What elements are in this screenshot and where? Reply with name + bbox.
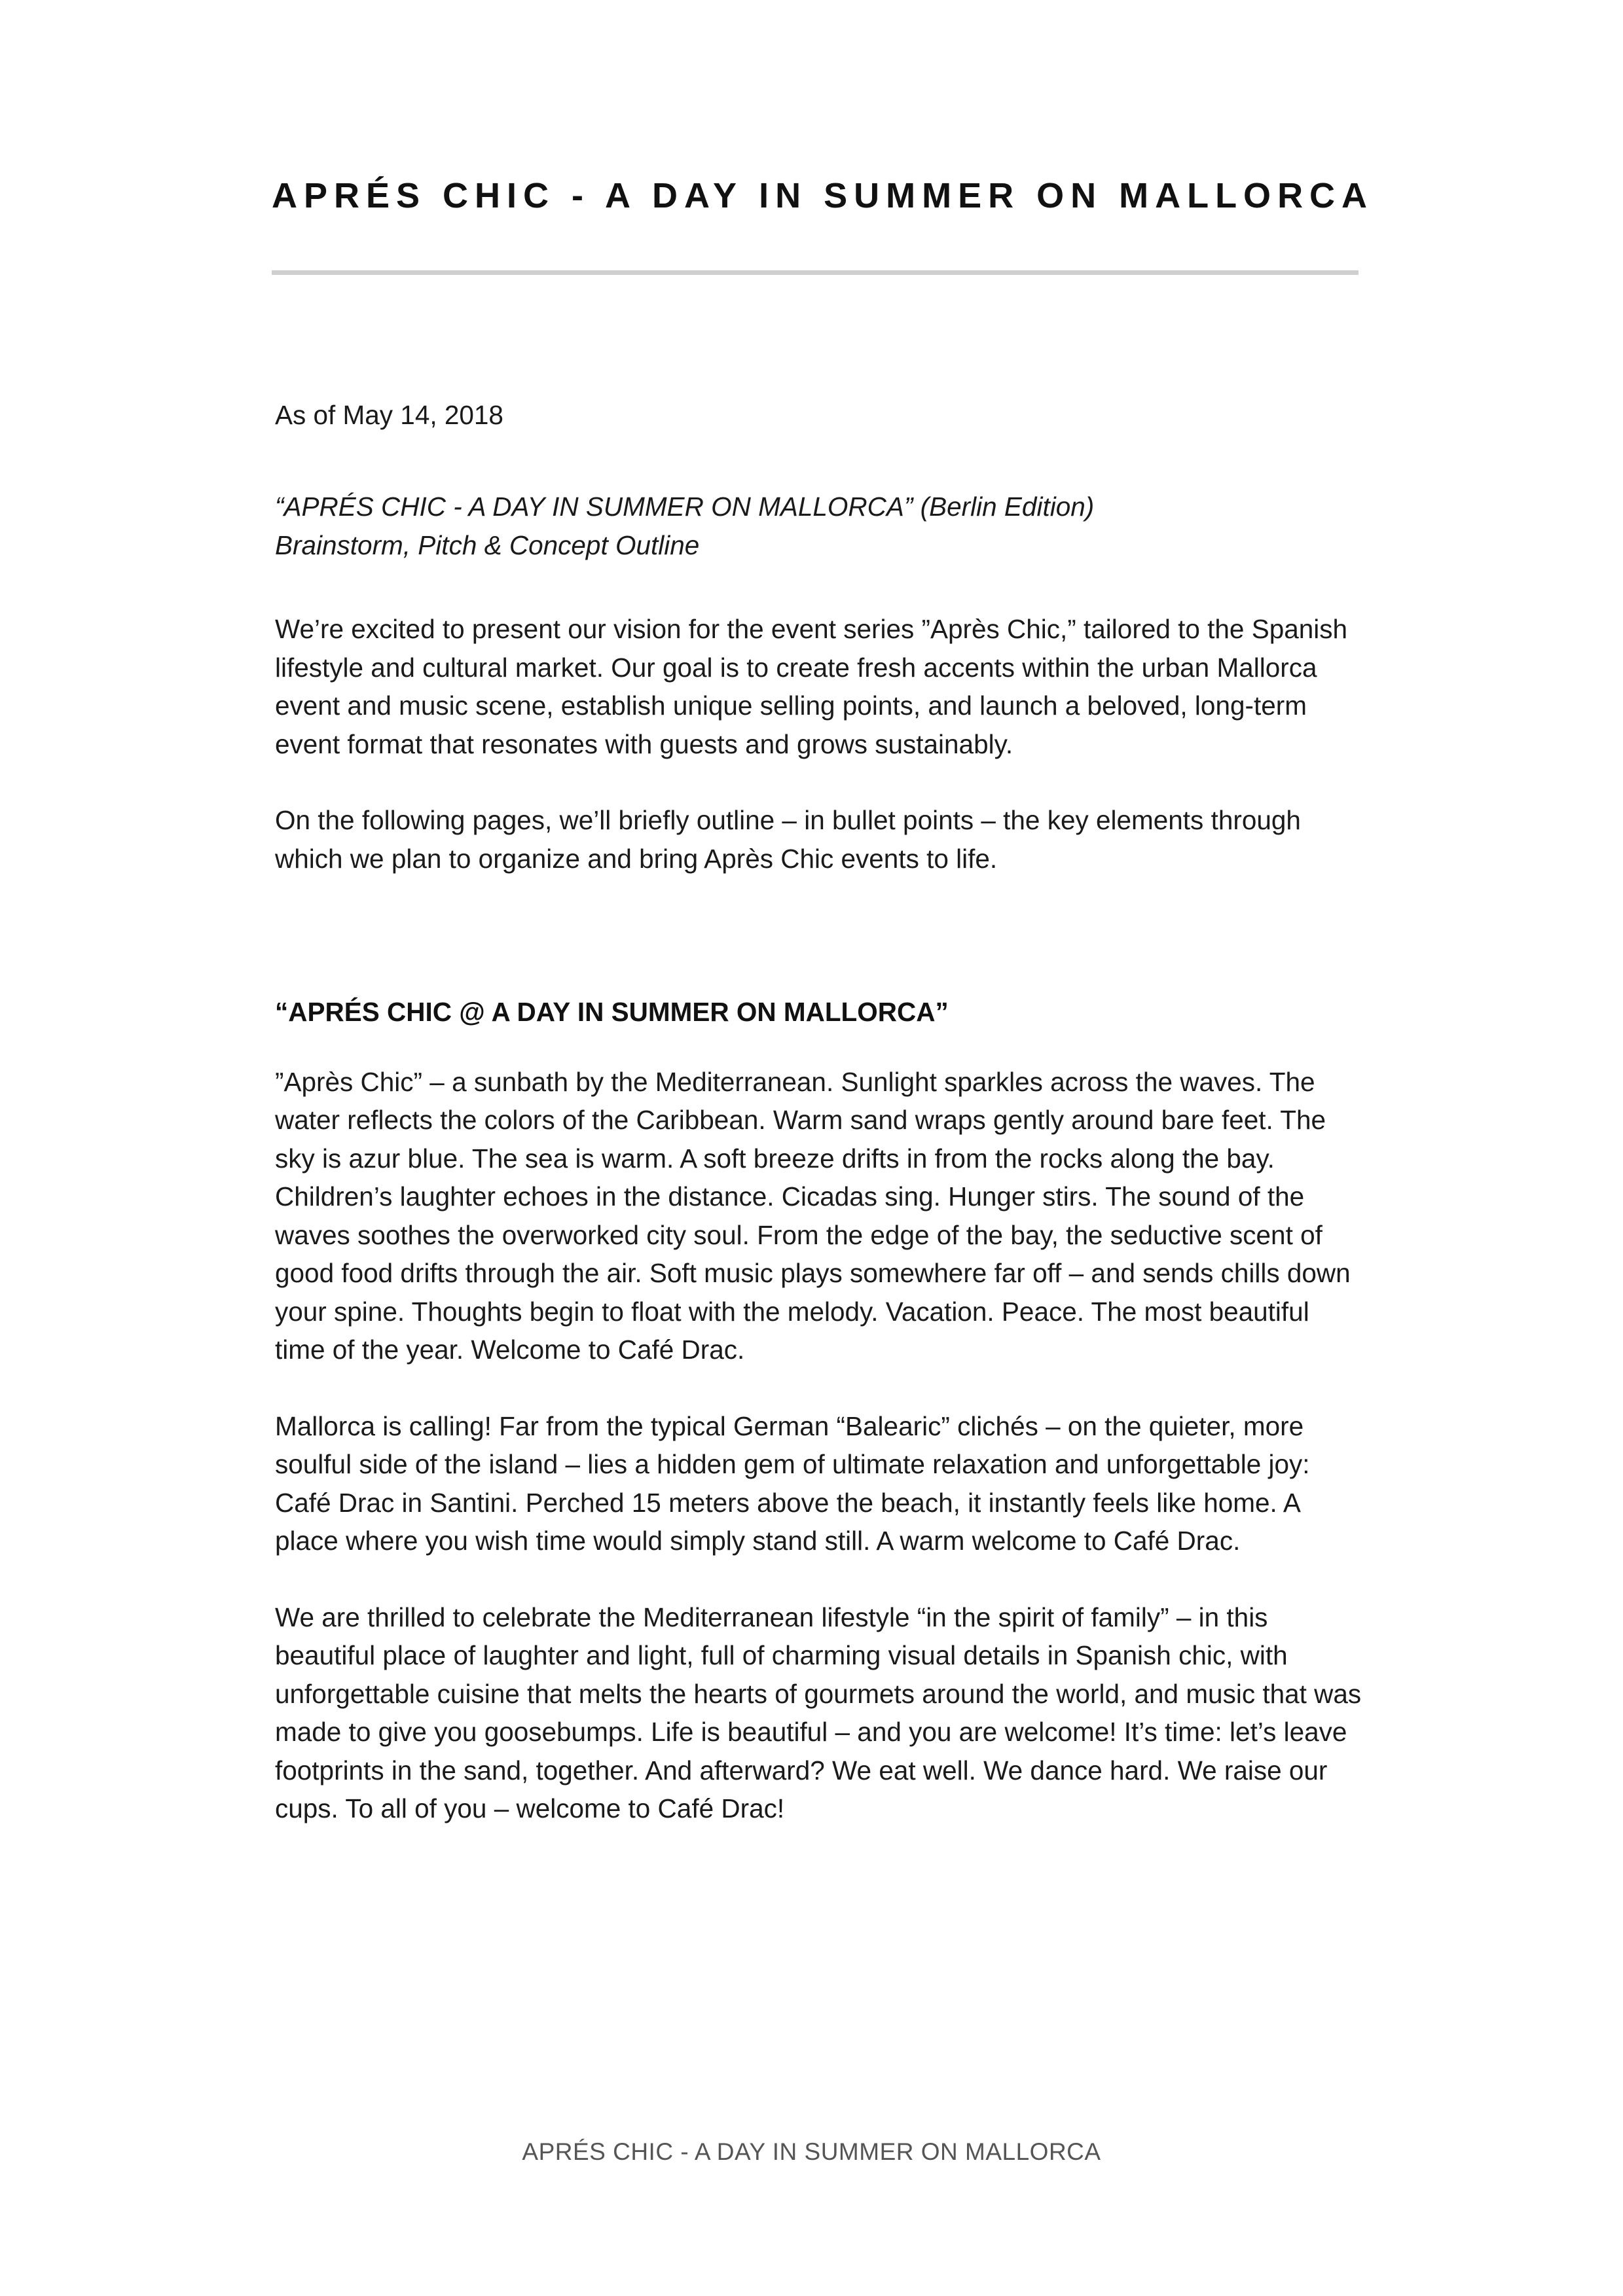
- intro-section: [275, 610, 1365, 916]
- section-heading: “APRÉS CHIC @ A DAY IN SUMMER ON MALLORCA”: [275, 997, 949, 1027]
- section-paragraph: Mallorca is calling! Far from the typical German “Balearic” clichés – on the quieter, more soulful side of the island – lies a hidden gem of ultimate relaxation and unforgettable joy: Café Drac in Santini. Perched 15 meters above the beach, it instantly feels like home. A place where you wish time would simply stand still. A warm welcome to Café Drac.: [275, 1410, 1310, 1556]
- concept-section: [275, 993, 1365, 1866]
- page-title: APRÉS CHIC - A DAY IN SUMMER ON MALLORCA: [272, 176, 1374, 215]
- section-paragraph: ”Après Chic” – a sunbath by the Mediterranean. Sunlight sparkles across the waves. The water reflects the colors of the Caribbean. Warm sand wraps gently around bare feet. The sky is azur blue. The sea is warm. A soft breeze drifts in from the rocks along the bay. Children’s laughter echoes in the distance. Cicadas sing. Hunger stirs. The sound of the waves soothes the overworked city soul. From the edge of the bay, the seductive scent of good food drifts through the air. Soft music plays somewhere far off – and sends chills down your spine. Thoughts begin to float with the melody. Vacation. Peace. The most beautiful time of the year. Welcome to Café Drac.: [275, 1066, 1351, 1365]
- section-paragraph: We are thrilled to celebrate the Mediterranean lifestyle “in the spirit of family” – in this beautiful place of laughter and light, full of charming visual details in Spanish chic, with unforgettable cuisine that melts the hearts of gourmets around the world, and music that was made to give you goosebumps. Life is beautiful – and you are welcome! It’s time: let’s leave footprints in the sand, together. And afterward? We eat well. We dance hard. We raise our cups. To all of you – welcome to Café Drac!: [275, 1602, 1362, 1823]
- title-divider: [272, 270, 1359, 275]
- intro-paragraph: We’re excited to present our vision for the event series ”Après Chic,” tailored to the Spanish lifestyle and cultural market. Our goal is to create fresh accents within the urban Mallorca event and music scene, establish unique selling points, and launch a beloved, long-term event format that resonates with guests and grows sustainably.: [275, 614, 1348, 759]
- document-subtitle: [275, 488, 1365, 564]
- subtitle-line-2: Brainstorm, Pitch & Concept Outline: [275, 529, 700, 560]
- intro-paragraph: On the following pages, we’ll briefly outline – in bullet points – the key elements through which we plan to organize and bring Après Chic events to life.: [275, 805, 1301, 874]
- page-footer: APRÉS CHIC - A DAY IN SUMMER ON MALLORCA: [522, 2138, 1101, 2165]
- subtitle-line-1: “APRÉS CHIC - A DAY IN SUMMER ON MALLORCA” (Berlin Edition): [275, 492, 1095, 522]
- document-date: As of May 14, 2018: [275, 400, 503, 430]
